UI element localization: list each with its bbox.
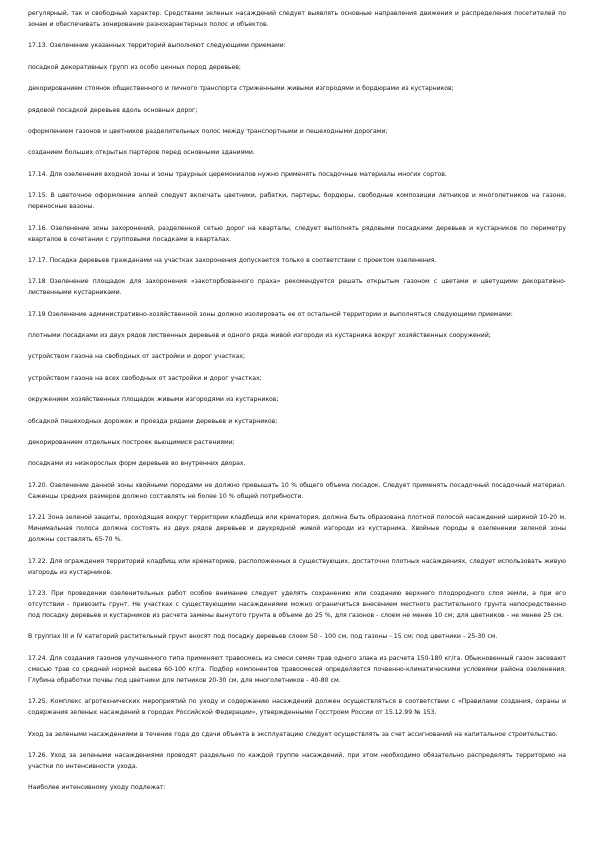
paragraph: оформлением газонов и цветников разделительных полос между транспортными и пешеходными дорогами; bbox=[28, 127, 388, 135]
paragraph: 17.22. Для ограждения территорий кладбищ или крематориев, расположенных в существующих, достаточно плотных насаждениях, следует использовать живую изгородь из кустарников. bbox=[28, 557, 566, 576]
paragraph: декорированием отдельных построек вьющимися растениями; bbox=[28, 439, 235, 447]
paragraph: регулярный, так и свободный характер. Средствами зеленых насаждений следует выявлять основные направления движения и распределения посетителей по зонам и обеспечивать зонирование разнохарактерных полос и объектов. bbox=[28, 10, 566, 28]
paragraph: обсадкой пешеходных дорожек и проезда рядами деревьев и кустарников; bbox=[28, 417, 278, 425]
paragraph: 17.26. Уход за зелеными насаждениями проводят раздельно по каждой группе насаждений, при этом необходимо обязательно распределять территорию на участки по интенсивности ухода. bbox=[28, 751, 566, 770]
paragraph: Уход за зелеными насаждениями в течение года до сдачи объекта в эксплуатацию следует осуществлять за счет ассигнований на капитальное строительство. bbox=[28, 730, 558, 738]
paragraph: В группах III и IV категорий растительный грунт вносят под посадку деревьев слоем 50 - 100 см, под газоны - 15 см; под цветники - 25-30 см. bbox=[28, 633, 498, 641]
paragraph: Наиболее интенсивному уходу подлежат: bbox=[28, 784, 166, 792]
paragraph: 17.20. Озеленение данной зоны хвойными породами не должно превышать 10 % общего объема посадок. Следует применять посадочный посадочный материал. Саженцы средних размеров должно составлять не более 10 % общей потребности. bbox=[28, 481, 566, 500]
paragraph: 17.24. Для создания газонов улучшенного типа применяют травосмесь из смеси семян трав одного злака из расчета 150-180 кг/га. Обыкновенный газон засевают смесью трав со средней нормой высева 60-100 кг/га. Подбор компонентов травосмесей определяется почвенно-климатическими условиями района озеленения. Глубина обработки почвы под цветники для летников 20-30 см, для многолетников - 40-80 см. bbox=[28, 654, 566, 684]
paragraph: созданием больших открытых партеров перед основными зданиями. bbox=[28, 149, 255, 157]
paragraph: посадками из низкорослых форм деревьев во внутренних дворах. bbox=[28, 460, 246, 468]
paragraph: рядовой посадкой деревьев вдоль основных дорог; bbox=[28, 106, 198, 114]
paragraph: окружением хозяйственных площадок живыми изгородями из кустарников; bbox=[28, 396, 279, 404]
paragraph: 17.19 Озеленение административно-хозяйственной зоны должно изолировать ее от остальной территории и выполняться следующими приемами: bbox=[28, 310, 513, 318]
paragraph: 17.23. При проведении озеленительных работ особое внимание следует уделять сохранению или созданию верхнего плодородного слоя земли, а при его отсутствии - привозить грунт. Не участках с существующими насаждениями можно ограничиться внесением местного растительного грунта непосредственно под посадку деревьев и кустарников из расчета замены вынутого грунта в объеме до 25 %, для газонов - слоем не менее 10 см; для цветников - не менее 25 см. bbox=[28, 589, 566, 619]
paragraph: 17.21 Зона зеленой защиты, проходящая вокруг территории кладбища или крематория, должна быть образована плотной полосой насаждений шириной 10-20 м. Минимальная полоса должна состоять из двух рядов деревьев и двухрядной живой изгороди из кустарника. Хвойные породы в озеленении зеленой зоны должны составлять 65-70 %. bbox=[28, 514, 566, 544]
paragraph: 17.13. Озеленение указанных территорий выполняют следующими приемами: bbox=[28, 42, 286, 50]
paragraph: плотными посадками из двух рядов лиственных деревьев и одного ряда живой изгороди из кустарника вокруг хозяйственных сооружений; bbox=[28, 332, 491, 340]
paragraph: посадкой декоративных групп из особо ценных пород деревьев; bbox=[28, 63, 241, 71]
paragraph: 17.15. В цветочное оформление аллей следует включать цветники, рабатки, партеры, бордюры, свободные композиции летников и многолетников на газоне, переносные вазоны. bbox=[28, 192, 566, 211]
paragraph: 17.16. Озеленение зоны захоронений, разделенной сетью дорог на кварталы, следует выполнять рядовыми посадками деревьев и кустарников по периметру кварталов в сочетании с групповыми посадками в кварталах. bbox=[28, 224, 566, 243]
paragraph: 17.17. Посадка деревьев гражданами на участках захоронения допускается только в соответствии с проектом озеленения. bbox=[28, 256, 437, 264]
document-page bbox=[28, 8, 566, 804]
paragraph: устройством газона на всех свободных от застройки и дорог участках; bbox=[28, 374, 262, 382]
paragraph: декорированием стоянок общественного и личного транспорта стриженными живыми изгородями и бордюрами из кустарников; bbox=[28, 85, 454, 93]
paragraph: 17.18 Озеленение площадок для захоронения «закоторбованного праха» рекомендуется решать открытым газоном с цветами и цветущими декоративно-лиственными кустарниками. bbox=[28, 278, 566, 297]
paragraph: 17.14. Для озеленения входной зоны и зоны траурных церемониалов нужно применять посадочные материалы многих сортов. bbox=[28, 170, 447, 178]
paragraph: 17.25. Комплекс агротехнических мероприятий по уходу и содержанию насаждений должен осуществляться в соответствии с «Правилами создания, охраны и содержания зеленых насаждений в городах Российской Федерации», утвержденными Госстроем России от 15.12.99 № 153. bbox=[28, 698, 566, 717]
paragraph: устройством газона на свободных от застройки и дорог участках; bbox=[28, 353, 246, 361]
